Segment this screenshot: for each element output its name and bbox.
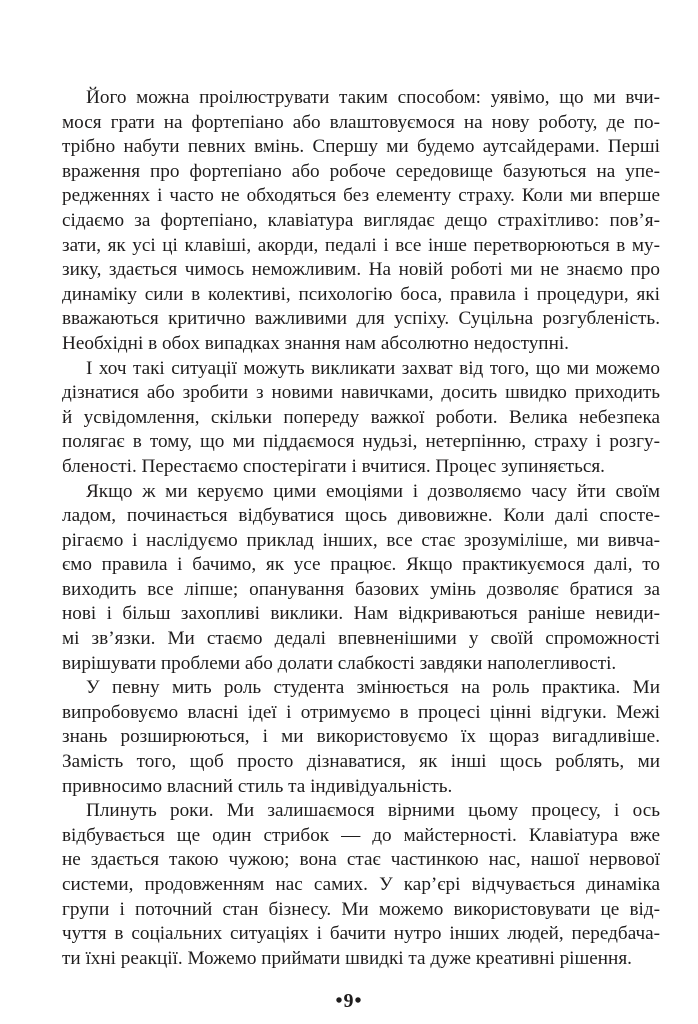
paragraph: [62, 676, 660, 799]
text-line: привносимо власний стиль та індивідуальність.: [62, 775, 453, 797]
text-line: відбувається ще один стрибок — до майстерності. Клавіатура вже: [62, 824, 660, 846]
text-line: системи, продовженням нас самих. У кар’єрі відчувається динаміка: [62, 874, 660, 895]
text-line: знань розширюються, і ми використовуємо їх щораз вигадливіше.: [62, 726, 660, 748]
paragraph: [62, 86, 660, 357]
text-line: нові і більш захопливі виклики. Нам відкриваються раніше невиди-: [62, 603, 660, 625]
text-line: рігаємо і наслідуємо приклад інших, все стає зрозуміліше, ми вивча-: [62, 529, 660, 551]
text-line: вважаються критично важливими для успіху. Суцільна розгубленість.: [62, 308, 660, 330]
text-line: виходить все ліпше; опанування базових умінь дозволяє братися за: [62, 578, 660, 600]
text-line: редженнях і часто не обходяться без елементу страху. Коли ми вперше: [62, 185, 660, 207]
page-number: •9•: [335, 990, 363, 1012]
text-line: Необхідні в обох випадках знання нам абсолютно недоступні.: [62, 332, 569, 354]
text-line: Замість того, щоб просто дізнаватися, як інші щось роблять, ми: [62, 751, 660, 773]
text-line: ємо правила і бачимо, як усе працює. Якщо практикуємося далі, то: [62, 554, 660, 576]
text-line: І хоч такі ситуації можуть викликати захват від того, що ми можемо: [86, 357, 660, 379]
text-line: Якщо ж ми керуємо цими емоціями і дозволяємо часу йти своїм: [86, 480, 660, 502]
text-line: випробовуємо власні ідеї і отримуємо в процесі цінні відгуки. Межі: [62, 701, 660, 723]
paragraph: [62, 480, 660, 677]
text-line: вирішувати проблеми або долати слабкості завдяки наполегливості.: [62, 652, 617, 674]
paragraph: [62, 799, 660, 971]
text-line: сідаємо за фортепіано, клавіатура виглядає дещо страхітливо: пов’я-: [62, 209, 660, 231]
paragraph: [62, 357, 660, 480]
text-line: мі зв’язки. Ми стаємо дедалі впевненішими у своїй спроможності: [62, 628, 660, 650]
text-line: полягає в тому, що ми піддаємося нудьзі, нетерпінню, страху і розгу-: [62, 431, 660, 453]
text-line: дізнатися або зробити з новими навичками, досить швидко приходить: [62, 382, 660, 404]
page-body: [62, 86, 660, 971]
text-line: чуття в соціальних ситуаціях і бачити нутро інших людей, передбача-: [62, 923, 660, 945]
text-line: мося грати на фортепіано або влаштовуємося на нову роботу, де по-: [62, 111, 660, 133]
text-line: Його можна проілюструвати таким способом: уявімо, що ми вчи-: [86, 87, 660, 108]
text-line: ти їхні реакції. Можемо приймати швидкі та дуже креативні рішення.: [62, 947, 632, 969]
text-line: Плинуть роки. Ми залишаємося вірними цьому процесу, і ось: [86, 800, 660, 822]
text-line: й усвідомлення, скільки попереду важкої роботи. Велика небезпека: [62, 406, 660, 428]
text-line: групи і поточний стан бізнесу. Ми можемо використовувати це від-: [62, 898, 660, 920]
text-line: зику, здається чимось неможливим. На новій роботі ми не знаємо про: [62, 259, 660, 281]
text-line: не здається такою чужою; вона стає частинкою нас, нашої нервової: [62, 849, 660, 871]
text-line: У певну мить роль студента змінюється на роль практика. Ми: [86, 677, 660, 699]
text-line: трібно набути певних вмінь. Спершу ми будемо аутсайдерами. Перші: [62, 136, 660, 158]
text-line: бленості. Перестаємо спостерігати і вчитися. Процес зупиняється.: [62, 455, 605, 477]
text-line: враження про фортепіано або робоче середовище базуються на упе-: [62, 160, 660, 182]
text-line: динаміку сили в колективі, психологію боса, правила і процедури, які: [62, 283, 660, 305]
text-line: зати, як усі ці клавіші, акорди, педалі і все інше перетворюються в му-: [62, 234, 660, 256]
text-line: ладом, починається відбуватися щось дивовижне. Коли далі спосте-: [62, 505, 660, 527]
